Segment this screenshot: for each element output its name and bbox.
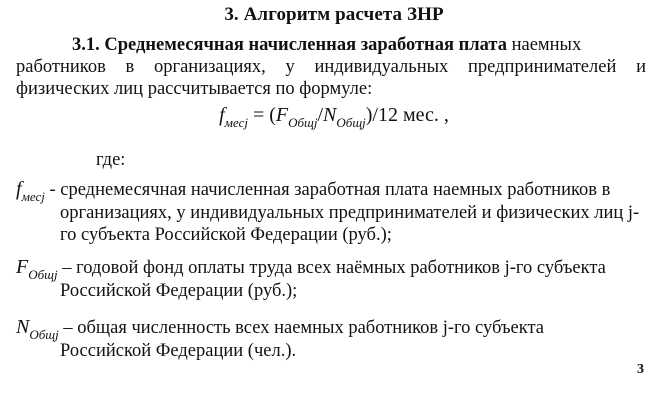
definition-f-obshch (16, 256, 646, 302)
formula-lhs-sub: месj (224, 115, 248, 130)
formula-den-symbol: N (323, 104, 337, 126)
paragraph-line-2: работников в организациях, у индивидуальных предпринимателей и (16, 57, 646, 77)
paragraph-3-1 (16, 34, 646, 100)
formula-lhs-symbol: f (219, 104, 225, 126)
where-label: где: (96, 150, 126, 170)
formula-tail: )/12 мес. , (365, 104, 449, 126)
definition-sub: месj (21, 189, 45, 204)
definition-symbol: f (16, 178, 22, 200)
definition-rest: Российской Федерации (чел.). (60, 341, 297, 361)
formula-num-sub: Общj (288, 115, 318, 130)
bold-phrase: Среднемесячная начисленная заработная плата (104, 35, 507, 55)
definition-symbol: N (16, 316, 30, 338)
definition-n-obshch (16, 316, 646, 362)
definition-line1: – общая численность всех наемных работников j-го субъекта (58, 318, 545, 338)
formula-num-symbol: F (275, 104, 289, 126)
definition-line1: - среднемесячная начисленная заработная плата наемных работников в (44, 180, 611, 200)
section-number: 3.1. (72, 35, 100, 55)
page-number: 3 (637, 362, 644, 377)
formula-equals: = ( (247, 104, 276, 126)
definition-line1: – годовой фонд оплаты труда всех наёмных работников j-го субъекта (57, 258, 606, 278)
line1-rest: наемных (506, 35, 582, 55)
formula-slash: / (317, 104, 324, 126)
formula (0, 104, 668, 130)
definition-symbol: F (16, 256, 29, 278)
definition-f-mes (16, 178, 646, 246)
paragraph-line-3: физических лиц рассчитывается по формуле: (16, 79, 373, 99)
definition-sub: Общj (28, 267, 58, 282)
definition-rest: организациях, у индивидуальных предпринимателей и физических лиц j-го субъекта Российской Федерации (руб.); (60, 203, 640, 245)
definition-sub: Общj (29, 327, 59, 342)
paragraph-line-1 (16, 34, 646, 56)
section-heading: 3. Алгоритм расчета ЗНР (224, 4, 444, 25)
formula-den-sub: Общj (336, 115, 366, 130)
definition-rest: Российской Федерации (руб.); (60, 281, 298, 301)
